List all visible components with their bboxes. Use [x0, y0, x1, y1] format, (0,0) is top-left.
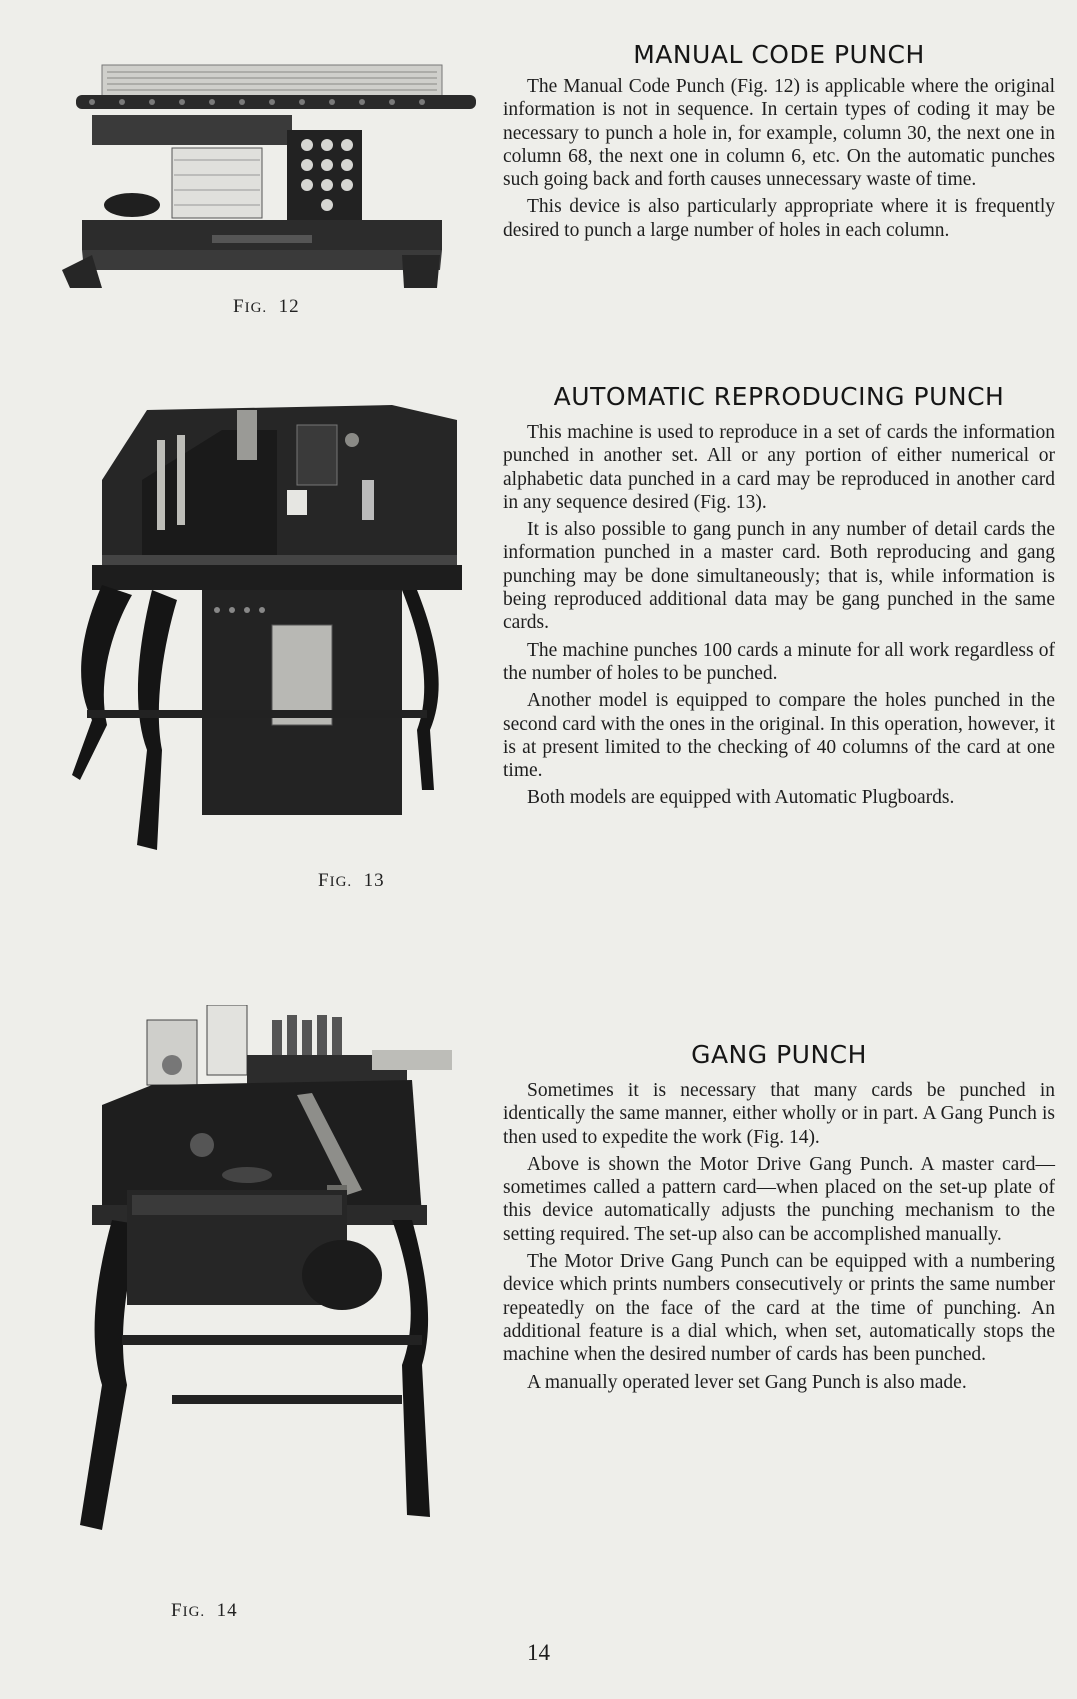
section-heading: GANG PUNCH	[691, 1040, 867, 1069]
paragraph: The machine punches 100 cards a minute for all work regardless of the number of holes to be punched.	[503, 639, 1055, 684]
paragraph: Both models are equipped with Automatic Plugboards.	[527, 787, 955, 809]
section-heading: AUTOMATIC REPRODUCING PUNCH	[553, 382, 1005, 411]
section-automatic-reproducing-punch	[503, 382, 1055, 814]
paragraph: This device is also particularly appropriate where it is frequently desired to punch a large number of holes in each column.	[503, 196, 1055, 241]
paragraph: A manually operated lever set Gang Punch is also made.	[527, 1371, 967, 1393]
page-number: 14	[527, 1640, 550, 1665]
figure-14-caption: FIG. 14	[171, 1600, 238, 1621]
paragraph: It is also possible to gang punch in any number of detail cards the information punched in a master card. Both reproducing and gang punching may be done simultaneously; that is, while information is being reproduced additional data may be gang punched in the same cards.	[503, 519, 1055, 634]
paragraph: Another model is equipped to compare the holes punched in the second card with the ones in the original. In this operation, however, it is at present limited to the checking of 40 columns of the card at one time.	[503, 690, 1055, 782]
figure-12-manual-code-punch-photo	[62, 60, 482, 295]
section-heading: MANUAL CODE PUNCH	[633, 40, 925, 69]
paragraph: Above is shown the Motor Drive Gang Punch. A master card—sometimes called a pattern card—when placed on the set-up plate of this device automatically adjusts the punching mechanism to the setting required. The set-up also can be accomplished manually.	[503, 1153, 1055, 1245]
paragraph: Sometimes it is necessary that many cards be punched in identically the same manner, either wholly or in part. A Gang Punch is then used to expedite the work (Fig. 14).	[503, 1080, 1055, 1148]
paragraph: The Manual Code Punch (Fig. 12) is applicable where the original information is not in sequence. In certain types of coding it may be necessary to punch a hole in, for example, column 30, the next one in column 68, the next one in column 6, etc. On the automatic punches such going back and forth causes unnecessary waste of time.	[503, 76, 1055, 191]
figure-14-gang-punch-photo	[72, 1005, 472, 1575]
paragraph: This machine is used to reproduce in a set of cards the information punched in another set. All or any portion of either numerical or alphabetic data punched in a card may be reproduced in another card in any sequence desired (Fig. 13).	[503, 422, 1055, 513]
figure-12-caption: FIG. 12	[233, 296, 300, 317]
figure-13-caption: FIG. 13	[318, 870, 385, 891]
section-manual-code-punch	[503, 40, 1055, 246]
figure-13-automatic-reproducing-punch-photo	[62, 390, 462, 930]
paragraph: The Motor Drive Gang Punch can be equipped with a numbering device which prints numbers consecutively or prints the same number repeatedly on the face of the card at the time of punching. An additional feature is a dial which, when set, automatically stops the machine when the desired number of cards has been punched.	[503, 1251, 1055, 1366]
section-gang-punch	[503, 1040, 1055, 1398]
